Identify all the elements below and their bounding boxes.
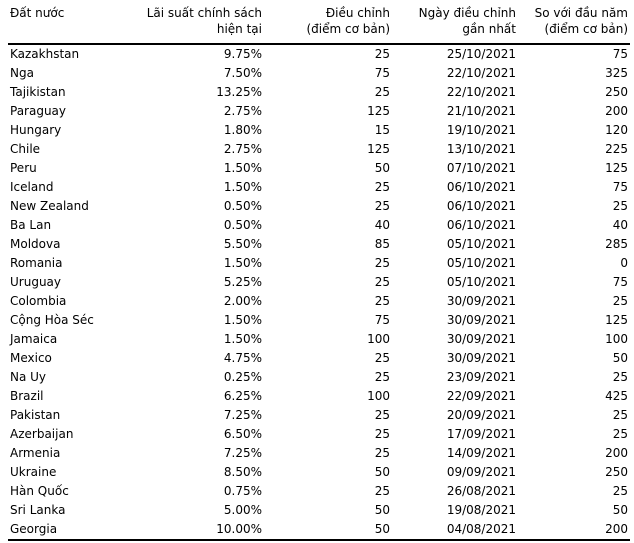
cell-change: 25 bbox=[374, 85, 390, 99]
cell-change: 50 bbox=[374, 161, 390, 175]
cell-current-rate: 6.25% bbox=[223, 389, 262, 403]
cell-change: 25 bbox=[374, 180, 390, 194]
cell-country: Nga bbox=[10, 66, 34, 80]
table-row bbox=[8, 520, 630, 540]
cell-current-rate: 6.50% bbox=[223, 427, 262, 441]
cell-country: Georgia bbox=[8, 520, 132, 540]
cell-change: 25 bbox=[374, 427, 390, 441]
cell-current-rate: 0.25% bbox=[223, 370, 262, 384]
cell-current-rate: 8.50% bbox=[223, 465, 262, 479]
cell-country: Chile bbox=[10, 142, 41, 156]
cell-last-date: 30/09/2021 bbox=[446, 313, 516, 327]
cell-change: 50 bbox=[374, 465, 390, 479]
header-ytd-line2: (điểm cơ bản) bbox=[544, 22, 628, 36]
table-row bbox=[8, 159, 630, 178]
cell-last-date: 26/08/2021 bbox=[446, 484, 516, 498]
cell-country: Colombia bbox=[10, 294, 67, 308]
cell-current-rate: 1.50% bbox=[223, 332, 262, 346]
header-last-date-line1: Ngày điều chỉnh bbox=[418, 6, 516, 20]
cell-ytd: 200 bbox=[518, 520, 630, 540]
table-row bbox=[8, 463, 630, 482]
table-row bbox=[8, 197, 630, 216]
cell-ytd: 250 bbox=[605, 85, 628, 99]
cell-change: 100 bbox=[367, 389, 390, 403]
cell-ytd: 25 bbox=[612, 199, 628, 213]
cell-country: Azerbaijan bbox=[10, 427, 74, 441]
cell-change: 25 bbox=[374, 351, 390, 365]
cell-last-date: 20/09/2021 bbox=[446, 408, 516, 422]
cell-ytd: 425 bbox=[605, 389, 628, 403]
cell-current-rate: 2.75% bbox=[223, 142, 262, 156]
header-change-line1: Điều chỉnh bbox=[325, 6, 390, 20]
cell-country: Iceland bbox=[10, 180, 54, 194]
cell-current-rate: 0.50% bbox=[223, 218, 262, 232]
cell-last-date: 22/10/2021 bbox=[446, 66, 516, 80]
cell-country: Cộng Hòa Séc bbox=[10, 313, 94, 327]
cell-change: 25 bbox=[374, 199, 390, 213]
cell-last-date: 30/09/2021 bbox=[446, 294, 516, 308]
cell-country: Kazakhstan bbox=[10, 47, 80, 61]
header-country bbox=[8, 5, 132, 44]
table-row bbox=[8, 387, 630, 406]
cell-last-date: 22/10/2021 bbox=[446, 85, 516, 99]
cell-change: 125 bbox=[367, 142, 390, 156]
header-country-line1: Đất nước bbox=[10, 6, 65, 20]
cell-last-date: 17/09/2021 bbox=[446, 427, 516, 441]
cell-change: 75 bbox=[374, 313, 390, 327]
cell-change: 125 bbox=[367, 104, 390, 118]
cell-ytd: 100 bbox=[605, 332, 628, 346]
cell-current-rate: 4.75% bbox=[223, 351, 262, 365]
table-row bbox=[8, 368, 630, 387]
table-row bbox=[8, 216, 630, 235]
cell-change: 25 bbox=[374, 484, 390, 498]
header-current-rate-line2: hiện tại bbox=[216, 22, 262, 36]
table-body bbox=[8, 44, 630, 540]
table-row bbox=[8, 406, 630, 425]
cell-change: 25 bbox=[374, 408, 390, 422]
cell-change: 25 bbox=[374, 370, 390, 384]
cell-last-date: 30/09/2021 bbox=[446, 351, 516, 365]
cell-last-date: 30/09/2021 bbox=[446, 332, 516, 346]
header-ytd-line1: So với đầu năm bbox=[534, 6, 628, 20]
cell-country: Brazil bbox=[10, 389, 44, 403]
cell-current-rate: 9.75% bbox=[223, 47, 262, 61]
cell-change: 40 bbox=[374, 218, 390, 232]
cell-ytd: 0 bbox=[620, 256, 628, 270]
table-row bbox=[8, 444, 630, 463]
table-row bbox=[8, 330, 630, 349]
cell-current-rate: 13.25% bbox=[216, 85, 262, 99]
cell-country: Tajikistan bbox=[10, 85, 66, 99]
table-row bbox=[8, 425, 630, 444]
cell-change: 25 bbox=[374, 446, 390, 460]
cell-current-rate: 1.50% bbox=[223, 180, 262, 194]
cell-last-date: 19/10/2021 bbox=[446, 123, 516, 137]
cell-ytd: 75 bbox=[612, 47, 628, 61]
cell-country: Armenia bbox=[10, 446, 61, 460]
cell-last-date: 25/10/2021 bbox=[446, 47, 516, 61]
cell-last-date: 05/10/2021 bbox=[446, 237, 516, 251]
header-change bbox=[264, 5, 392, 44]
cell-current-rate: 7.25% bbox=[223, 446, 262, 460]
cell-current-rate: 1.80% bbox=[223, 123, 262, 137]
cell-country: Ba Lan bbox=[10, 218, 52, 232]
cell-current-rate: 0.75% bbox=[223, 484, 262, 498]
cell-last-date: 22/09/2021 bbox=[446, 389, 516, 403]
cell-current-rate: 0.50% bbox=[223, 199, 262, 213]
cell-change: 50 bbox=[374, 503, 390, 517]
cell-country: Uruguay bbox=[10, 275, 61, 289]
cell-change: 75 bbox=[374, 66, 390, 80]
table-row bbox=[8, 178, 630, 197]
header-ytd bbox=[518, 5, 630, 44]
header-change-line2: (điểm cơ bản) bbox=[306, 22, 390, 36]
cell-ytd: 75 bbox=[612, 275, 628, 289]
cell-change: 25 bbox=[374, 275, 390, 289]
cell-last-date: 07/10/2021 bbox=[446, 161, 516, 175]
table-row bbox=[8, 292, 630, 311]
cell-country: Na Uy bbox=[10, 370, 47, 384]
cell-last-date: 23/09/2021 bbox=[446, 370, 516, 384]
cell-ytd: 25 bbox=[612, 370, 628, 384]
cell-ytd: 200 bbox=[605, 446, 628, 460]
cell-country: Pakistan bbox=[10, 408, 61, 422]
cell-change: 100 bbox=[367, 332, 390, 346]
cell-current-rate: 1.50% bbox=[223, 313, 262, 327]
cell-ytd: 285 bbox=[605, 237, 628, 251]
cell-change: 25 bbox=[374, 294, 390, 308]
header-current-rate bbox=[132, 5, 264, 44]
cell-ytd: 25 bbox=[612, 408, 628, 422]
cell-ytd: 50 bbox=[612, 503, 628, 517]
header-last-date bbox=[392, 5, 518, 44]
cell-country: Hungary bbox=[10, 123, 62, 137]
cell-ytd: 250 bbox=[605, 465, 628, 479]
cell-country: Romania bbox=[10, 256, 63, 270]
cell-current-rate: 1.50% bbox=[223, 256, 262, 270]
cell-country: Paraguay bbox=[10, 104, 67, 118]
cell-ytd: 25 bbox=[612, 484, 628, 498]
cell-last-date: 13/10/2021 bbox=[446, 142, 516, 156]
cell-change: 85 bbox=[374, 237, 390, 251]
table-header bbox=[8, 5, 630, 44]
cell-current-rate: 10.00% bbox=[132, 520, 264, 540]
table-row bbox=[8, 254, 630, 273]
table-row bbox=[8, 349, 630, 368]
table-row bbox=[8, 64, 630, 83]
cell-ytd: 50 bbox=[612, 351, 628, 365]
cell-country: Ukraine bbox=[10, 465, 57, 479]
header-current-rate-line1: Lãi suất chính sách bbox=[146, 6, 262, 20]
cell-last-date: 06/10/2021 bbox=[446, 199, 516, 213]
cell-current-rate: 2.00% bbox=[223, 294, 262, 308]
cell-last-date: 09/09/2021 bbox=[446, 465, 516, 479]
cell-last-date: 21/10/2021 bbox=[446, 104, 516, 118]
cell-current-rate: 7.50% bbox=[223, 66, 262, 80]
table-row bbox=[8, 83, 630, 102]
table-row bbox=[8, 140, 630, 159]
header-last-date-line2: gần nhất bbox=[462, 22, 516, 36]
cell-ytd: 325 bbox=[605, 66, 628, 80]
cell-current-rate: 1.50% bbox=[223, 161, 262, 175]
header-row bbox=[8, 5, 630, 44]
cell-country: Mexico bbox=[10, 351, 52, 365]
table-row bbox=[8, 44, 630, 64]
cell-current-rate: 5.50% bbox=[223, 237, 262, 251]
cell-last-date: 06/10/2021 bbox=[446, 218, 516, 232]
cell-current-rate: 5.25% bbox=[223, 275, 262, 289]
cell-country: Peru bbox=[10, 161, 37, 175]
cell-ytd: 125 bbox=[605, 313, 628, 327]
cell-ytd: 25 bbox=[612, 294, 628, 308]
cell-ytd: 40 bbox=[612, 218, 628, 232]
table-row bbox=[8, 102, 630, 121]
cell-country: Jamaica bbox=[10, 332, 58, 346]
cell-change: 25 bbox=[374, 256, 390, 270]
table-row bbox=[8, 311, 630, 330]
cell-ytd: 120 bbox=[605, 123, 628, 137]
cell-ytd: 125 bbox=[605, 161, 628, 175]
cell-ytd: 75 bbox=[612, 180, 628, 194]
cell-country: Moldova bbox=[10, 237, 61, 251]
cell-change: 25 bbox=[374, 47, 390, 61]
cell-ytd: 25 bbox=[612, 427, 628, 441]
interest-rate-table bbox=[8, 5, 630, 541]
cell-last-date: 05/10/2021 bbox=[446, 275, 516, 289]
cell-last-date: 06/10/2021 bbox=[446, 180, 516, 194]
cell-last-date: 19/08/2021 bbox=[446, 503, 516, 517]
cell-change: 50 bbox=[264, 520, 392, 540]
cell-last-date: 14/09/2021 bbox=[446, 446, 516, 460]
table-row bbox=[8, 482, 630, 501]
table-row bbox=[8, 121, 630, 140]
cell-change: 15 bbox=[374, 123, 390, 137]
table-row bbox=[8, 273, 630, 292]
cell-country: Sri Lanka bbox=[10, 503, 66, 517]
table-row bbox=[8, 235, 630, 254]
cell-country: New Zealand bbox=[10, 199, 89, 213]
cell-current-rate: 5.00% bbox=[223, 503, 262, 517]
cell-current-rate: 7.25% bbox=[223, 408, 262, 422]
cell-ytd: 200 bbox=[605, 104, 628, 118]
cell-current-rate: 2.75% bbox=[223, 104, 262, 118]
table-row bbox=[8, 501, 630, 520]
cell-ytd: 225 bbox=[605, 142, 628, 156]
cell-country: Hàn Quốc bbox=[10, 484, 69, 498]
cell-last-date: 05/10/2021 bbox=[446, 256, 516, 270]
cell-last-date: 04/08/2021 bbox=[392, 520, 518, 540]
